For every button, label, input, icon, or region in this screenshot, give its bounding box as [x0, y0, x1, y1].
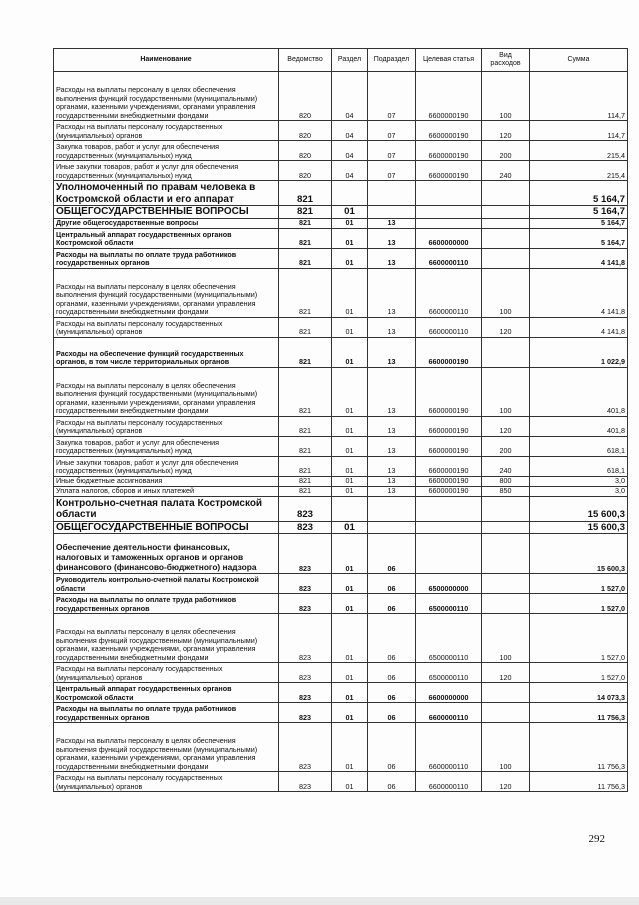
cell-dept: 820 — [279, 141, 332, 161]
table-row — [54, 161, 628, 181]
table-row — [54, 663, 628, 683]
table-row — [54, 496, 628, 521]
cell-kind — [482, 206, 530, 219]
cell-subsection: 13 — [368, 248, 416, 268]
cell-dept: 821 — [279, 317, 332, 337]
cell-target: 6600000190 — [416, 72, 482, 121]
cell-target: 6600000110 — [416, 723, 482, 772]
cell-section: 01 — [332, 367, 368, 416]
cell-dept: 823 — [279, 703, 332, 723]
cell-name: Иные бюджетные ассигнования — [54, 476, 279, 486]
cell-name: Другие общегосударственные вопросы — [54, 218, 279, 228]
cell-section: 01 — [332, 486, 368, 496]
cell-subsection: 13 — [368, 436, 416, 456]
cell-name: Закупка товаров, работ и услуг для обеспечения государственных (муниципальных) нужд — [54, 141, 279, 161]
cell-name: Руководитель контрольно-счетной палаты Костромской области — [54, 574, 279, 594]
cell-kind: 120 — [482, 121, 530, 141]
cell-subsection: 07 — [368, 72, 416, 121]
cell-dept: 820 — [279, 72, 332, 121]
cell-sum: 1 527,0 — [530, 594, 628, 614]
cell-sum: 15 600,3 — [530, 521, 628, 534]
cell-dept: 823 — [279, 683, 332, 703]
table-row — [54, 206, 628, 219]
cell-target: 6600000190 — [416, 141, 482, 161]
cell-sum: 1 022,9 — [530, 337, 628, 367]
cell-sum: 11 756,3 — [530, 703, 628, 723]
cell-section: 01 — [332, 703, 368, 723]
cell-kind: 100 — [482, 268, 530, 317]
cell-target: 6600000190 — [416, 121, 482, 141]
cell-section: 01 — [332, 683, 368, 703]
cell-section: 01 — [332, 456, 368, 476]
cell-kind: 120 — [482, 416, 530, 436]
cell-name: Центральный аппарат государственных органов Костромской области — [54, 683, 279, 703]
cell-sum: 1 527,0 — [530, 663, 628, 683]
table-row — [54, 486, 628, 496]
cell-target — [416, 521, 482, 534]
header-subsection: Подраздел — [368, 49, 416, 72]
cell-target: 6600000000 — [416, 683, 482, 703]
cell-kind: 800 — [482, 476, 530, 486]
cell-dept: 821 — [279, 218, 332, 228]
scan-edge — [0, 897, 639, 905]
cell-kind: 200 — [482, 436, 530, 456]
cell-name: Расходы на выплаты персоналу в целях обеспечения выполнения функций государственными (муниципальными) органами, казенными учреждениями, органами управления государственными внебюджетными фондами — [54, 614, 279, 663]
cell-kind — [482, 218, 530, 228]
cell-kind — [482, 703, 530, 723]
cell-section: 01 — [332, 594, 368, 614]
cell-kind: 240 — [482, 456, 530, 476]
cell-section: 01 — [332, 772, 368, 792]
cell-subsection: 13 — [368, 228, 416, 248]
table-row — [54, 614, 628, 663]
cell-subsection: 13 — [368, 367, 416, 416]
cell-dept: 821 — [279, 436, 332, 456]
cell-kind — [482, 496, 530, 521]
cell-name: Контрольно-счетная палата Костромской области — [54, 496, 279, 521]
cell-name: Уполномоченный по правам человека в Костромской области и его аппарат — [54, 181, 279, 206]
cell-section: 04 — [332, 121, 368, 141]
table-row — [54, 723, 628, 772]
cell-section: 01 — [332, 723, 368, 772]
cell-kind — [482, 228, 530, 248]
cell-section: 01 — [332, 317, 368, 337]
cell-subsection — [368, 521, 416, 534]
cell-name: ОБЩЕГОСУДАРСТВЕННЫЕ ВОПРОСЫ — [54, 521, 279, 534]
cell-dept: 821 — [279, 456, 332, 476]
cell-dept: 823 — [279, 496, 332, 521]
cell-kind: 100 — [482, 72, 530, 121]
cell-sum: 11 756,3 — [530, 723, 628, 772]
budget-table — [53, 48, 628, 792]
cell-kind: 120 — [482, 772, 530, 792]
cell-sum: 215,4 — [530, 161, 628, 181]
cell-name: Расходы на выплаты персоналу в целях обеспечения выполнения функций государственными (муниципальными) органами, казенными учреждениями, органами управления государственными внебюджетными фондами — [54, 723, 279, 772]
cell-dept: 821 — [279, 486, 332, 496]
cell-name: Обеспечение деятельности финансовых, налоговых и таможенных органов и органов финансового (финансово-бюджетного) надзора — [54, 534, 279, 574]
cell-target: 6500000000 — [416, 574, 482, 594]
cell-target: 6600000190 — [416, 367, 482, 416]
cell-subsection: 06 — [368, 683, 416, 703]
cell-subsection: 13 — [368, 416, 416, 436]
cell-name: Расходы на выплаты по оплате труда работников государственных органов — [54, 594, 279, 614]
cell-subsection: 06 — [368, 574, 416, 594]
cell-dept: 820 — [279, 161, 332, 181]
cell-target: 6600000190 — [416, 476, 482, 486]
cell-sum: 114,7 — [530, 72, 628, 121]
cell-section: 01 — [332, 534, 368, 574]
cell-target: 6600000190 — [416, 456, 482, 476]
cell-sum: 5 164,7 — [530, 206, 628, 219]
cell-subsection: 06 — [368, 772, 416, 792]
cell-name: ОБЩЕГОСУДАРСТВЕННЫЕ ВОПРОСЫ — [54, 206, 279, 219]
cell-sum: 5 164,7 — [530, 228, 628, 248]
cell-sum: 215,4 — [530, 141, 628, 161]
cell-target — [416, 534, 482, 574]
cell-name: Расходы на выплаты персоналу в целях обеспечения выполнения функций государственными (муниципальными) органами, казенными учреждениями, органами управления государственными внебюджетными фондами — [54, 367, 279, 416]
cell-dept: 821 — [279, 228, 332, 248]
table-row — [54, 594, 628, 614]
cell-section: 04 — [332, 141, 368, 161]
cell-dept: 821 — [279, 337, 332, 367]
table-row — [54, 181, 628, 206]
cell-sum: 15 600,3 — [530, 534, 628, 574]
cell-subsection: 13 — [368, 268, 416, 317]
cell-name: Расходы на выплаты персоналу государственных (муниципальных) органов — [54, 416, 279, 436]
cell-dept: 823 — [279, 614, 332, 663]
cell-dept: 823 — [279, 723, 332, 772]
cell-target: 6600000110 — [416, 268, 482, 317]
cell-section: 01 — [332, 218, 368, 228]
cell-subsection — [368, 206, 416, 219]
cell-dept: 821 — [279, 476, 332, 486]
cell-dept: 823 — [279, 663, 332, 683]
cell-sum: 4 141,8 — [530, 317, 628, 337]
cell-section — [332, 496, 368, 521]
cell-name: Иные закупки товаров, работ и услуг для обеспечения государственных (муниципальных) нужд — [54, 161, 279, 181]
cell-section: 04 — [332, 161, 368, 181]
cell-sum: 4 141,8 — [530, 248, 628, 268]
cell-sum: 114,7 — [530, 121, 628, 141]
cell-dept: 823 — [279, 534, 332, 574]
cell-kind: 850 — [482, 486, 530, 496]
header-target: Целевая статья — [416, 49, 482, 72]
cell-sum: 401,8 — [530, 367, 628, 416]
cell-kind — [482, 534, 530, 574]
cell-name: Расходы на выплаты персоналу государственных (муниципальных) органов — [54, 663, 279, 683]
table-row — [54, 476, 628, 486]
cell-kind: 100 — [482, 614, 530, 663]
table-row — [54, 703, 628, 723]
table-row — [54, 228, 628, 248]
cell-section — [332, 181, 368, 206]
cell-section: 01 — [332, 436, 368, 456]
table-row — [54, 772, 628, 792]
cell-target: 6600000190 — [416, 416, 482, 436]
cell-dept: 823 — [279, 772, 332, 792]
cell-name: Расходы на выплаты персоналу в целях обеспечения выполнения функций государственными (муниципальными) органами, казенными учреждениями, органами управления государственными внебюджетными фондами — [54, 268, 279, 317]
cell-name: Расходы на выплаты персоналу государственных (муниципальных) органов — [54, 772, 279, 792]
cell-dept: 821 — [279, 248, 332, 268]
cell-name: Расходы на обеспечение функций государственных органов, в том числе территориальных органов — [54, 337, 279, 367]
cell-subsection: 13 — [368, 218, 416, 228]
cell-section: 04 — [332, 72, 368, 121]
cell-dept: 820 — [279, 121, 332, 141]
cell-name: Расходы на выплаты персоналу в целях обеспечения выполнения функций государственными (муниципальными) органами, казенными учреждениями, органами управления государственными внебюджетными фондами — [54, 72, 279, 121]
cell-dept: 821 — [279, 416, 332, 436]
cell-sum: 1 527,0 — [530, 574, 628, 594]
cell-section: 01 — [332, 521, 368, 534]
cell-subsection: 06 — [368, 703, 416, 723]
cell-target: 6600000190 — [416, 161, 482, 181]
cell-section: 01 — [332, 206, 368, 219]
cell-sum: 3,0 — [530, 486, 628, 496]
cell-section: 01 — [332, 268, 368, 317]
table-header — [54, 49, 628, 72]
cell-kind — [482, 181, 530, 206]
cell-target: 6600000110 — [416, 317, 482, 337]
cell-dept: 823 — [279, 574, 332, 594]
table-row — [54, 367, 628, 416]
table-row — [54, 337, 628, 367]
cell-name: Центральный аппарат государственных органов Костромской области — [54, 228, 279, 248]
cell-target: 6500000110 — [416, 614, 482, 663]
cell-target: 6600000190 — [416, 436, 482, 456]
cell-subsection — [368, 496, 416, 521]
table-row — [54, 436, 628, 456]
cell-target: 6600000110 — [416, 703, 482, 723]
cell-subsection: 06 — [368, 534, 416, 574]
cell-target: 6500000110 — [416, 594, 482, 614]
cell-target: 6600000110 — [416, 772, 482, 792]
header-sum: Сумма — [530, 49, 628, 72]
cell-target — [416, 181, 482, 206]
cell-dept: 821 — [279, 268, 332, 317]
cell-sum: 15 600,3 — [530, 496, 628, 521]
cell-subsection: 13 — [368, 317, 416, 337]
cell-name: Расходы на выплаты персоналу государственных (муниципальных) органов — [54, 317, 279, 337]
cell-kind — [482, 683, 530, 703]
cell-target: 6500000110 — [416, 663, 482, 683]
cell-kind — [482, 594, 530, 614]
cell-sum: 618,1 — [530, 456, 628, 476]
cell-kind: 100 — [482, 367, 530, 416]
cell-sum: 5 164,7 — [530, 218, 628, 228]
cell-target: 6600000000 — [416, 228, 482, 248]
table-row — [54, 416, 628, 436]
cell-subsection: 07 — [368, 141, 416, 161]
cell-sum: 11 756,3 — [530, 772, 628, 792]
table-row — [54, 268, 628, 317]
cell-target — [416, 206, 482, 219]
cell-dept: 821 — [279, 181, 332, 206]
cell-kind — [482, 521, 530, 534]
cell-name: Иные закупки товаров, работ и услуг для обеспечения государственных (муниципальных) нужд — [54, 456, 279, 476]
table-row — [54, 141, 628, 161]
cell-target: 6600000110 — [416, 248, 482, 268]
cell-dept: 821 — [279, 367, 332, 416]
cell-name: Расходы на выплаты по оплате труда работников государственных органов — [54, 248, 279, 268]
cell-section: 01 — [332, 248, 368, 268]
table-row — [54, 218, 628, 228]
cell-subsection: 06 — [368, 594, 416, 614]
cell-kind — [482, 574, 530, 594]
table-row — [54, 574, 628, 594]
cell-kind: 240 — [482, 161, 530, 181]
table-row — [54, 683, 628, 703]
cell-kind: 200 — [482, 141, 530, 161]
header-section: Раздел — [332, 49, 368, 72]
cell-section: 01 — [332, 614, 368, 663]
cell-dept: 823 — [279, 521, 332, 534]
cell-subsection: 13 — [368, 486, 416, 496]
cell-name: Расходы на выплаты по оплате труда работников государственных органов — [54, 703, 279, 723]
cell-subsection: 06 — [368, 663, 416, 683]
cell-name: Уплата налогов, сборов и иных платежей — [54, 486, 279, 496]
header-dept: Ведомство — [279, 49, 332, 72]
cell-sum: 401,8 — [530, 416, 628, 436]
table-row — [54, 456, 628, 476]
cell-target: 6600000190 — [416, 486, 482, 496]
cell-subsection: 06 — [368, 614, 416, 663]
cell-section: 01 — [332, 663, 368, 683]
cell-section: 01 — [332, 574, 368, 594]
cell-section: 01 — [332, 337, 368, 367]
cell-name: Расходы на выплаты персоналу государственных (муниципальных) органов — [54, 121, 279, 141]
header-kind: Вид расходов — [482, 49, 530, 72]
cell-sum: 1 527,0 — [530, 614, 628, 663]
cell-subsection: 13 — [368, 456, 416, 476]
table-row — [54, 521, 628, 534]
cell-name: Закупка товаров, работ и услуг для обеспечения государственных (муниципальных) нужд — [54, 436, 279, 456]
cell-dept: 823 — [279, 594, 332, 614]
cell-section: 01 — [332, 228, 368, 248]
table-row — [54, 72, 628, 121]
cell-kind: 120 — [482, 317, 530, 337]
cell-section: 01 — [332, 416, 368, 436]
table-row — [54, 121, 628, 141]
cell-subsection — [368, 181, 416, 206]
cell-kind: 120 — [482, 663, 530, 683]
cell-subsection: 13 — [368, 337, 416, 367]
cell-target: 6600000190 — [416, 337, 482, 367]
cell-dept: 821 — [279, 206, 332, 219]
cell-subsection: 07 — [368, 121, 416, 141]
page-number: 292 — [588, 833, 605, 845]
cell-sum: 3,0 — [530, 476, 628, 486]
cell-sum: 5 164,7 — [530, 181, 628, 206]
header-name: Наименование — [54, 49, 279, 72]
cell-subsection: 13 — [368, 476, 416, 486]
cell-subsection: 07 — [368, 161, 416, 181]
cell-kind — [482, 337, 530, 367]
cell-sum: 14 073,3 — [530, 683, 628, 703]
cell-sum: 618,1 — [530, 436, 628, 456]
cell-target — [416, 218, 482, 228]
cell-sum: 4 141,8 — [530, 268, 628, 317]
table-row — [54, 248, 628, 268]
table-row — [54, 317, 628, 337]
cell-section: 01 — [332, 476, 368, 486]
cell-kind: 100 — [482, 723, 530, 772]
cell-target — [416, 496, 482, 521]
cell-subsection: 06 — [368, 723, 416, 772]
table-row — [54, 534, 628, 574]
cell-kind — [482, 248, 530, 268]
